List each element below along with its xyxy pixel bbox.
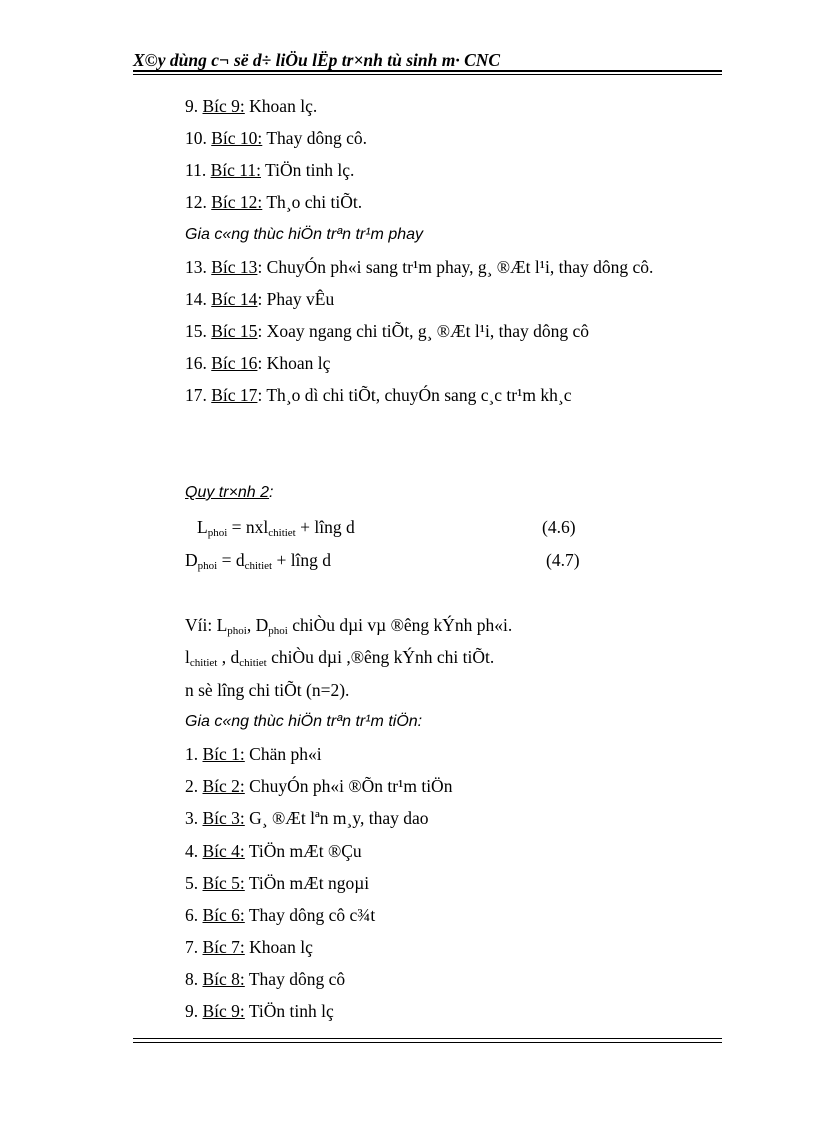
process-2-label: Quy tr×nh 2 <box>185 484 270 501</box>
step-label: Bíc 16 <box>211 353 258 373</box>
step-label: Bíc 7: <box>202 937 245 957</box>
where-subscript: chitiet <box>189 657 218 669</box>
where-text: chiÒu dµi vµ ®êng kÝnh ph«i. <box>287 615 513 635</box>
list-item <box>185 775 452 797</box>
where-line-3: n sè lîng chi tiÕt (n=2). <box>185 680 350 700</box>
page-header-title: X©y dùng c¬ së d÷ liÖu lËp tr×nh tù sinh m· CNC <box>133 50 501 70</box>
footer-rule-bottom <box>133 1042 722 1043</box>
step-number: 9. <box>185 1001 203 1021</box>
list-item <box>185 968 345 990</box>
list-item <box>185 127 367 149</box>
section-heading-mill: Gia c«ng thùc hiÖn trªn tr¹m phay <box>185 226 424 243</box>
step-text: TiÖn mÆt ngoµi <box>244 873 370 893</box>
step-number: 10. <box>185 128 212 148</box>
header-rule-thick <box>133 70 722 72</box>
step-number: 12. <box>185 192 212 212</box>
footer-rule-top <box>133 1038 722 1039</box>
step-number: 3. <box>185 808 203 828</box>
header-rule-thin <box>133 74 722 75</box>
step-number: 6. <box>185 905 203 925</box>
step-text: : Xoay ngang chi tiÕt, g¸ ®Æt l¹i, thay dông cô <box>257 321 589 341</box>
eq-rhs: = d <box>217 550 245 570</box>
equation-4-7 <box>185 549 331 577</box>
eq-subscript: phoi <box>207 527 228 539</box>
step-text: G¸ ®Æt lªn m¸y, thay dao <box>244 808 429 828</box>
step-label: Bíc 12: <box>211 192 263 212</box>
step-text: TiÖn mÆt ®Çu <box>244 841 362 861</box>
step-number: 17. <box>185 385 212 405</box>
eq-symbol: D <box>185 550 198 570</box>
step-label: Bíc 17 <box>211 385 258 405</box>
step-label: Bíc 9: <box>202 96 245 116</box>
step-text: Khoan lç <box>244 937 313 957</box>
list-item <box>185 352 330 374</box>
list-item <box>185 807 429 829</box>
step-number: 11. <box>185 160 211 180</box>
step-text: Thay dông cô. <box>262 128 367 148</box>
step-label: Bíc 3: <box>202 808 245 828</box>
step-text: Thay dông cô c¾t <box>244 905 376 925</box>
step-text: Th¸o chi tiÕt. <box>262 192 363 212</box>
where-text: , D <box>246 615 269 635</box>
step-label: Bíc 10: <box>211 128 263 148</box>
list-item <box>185 95 317 117</box>
step-label: Bíc 6: <box>202 905 245 925</box>
eq-rhs: = nxl <box>227 517 269 537</box>
step-label: Bíc 1: <box>202 744 245 764</box>
where-line-1 <box>185 614 512 642</box>
eq-tail: + lîng d <box>295 517 355 537</box>
eq-subscript: chitiet <box>244 560 273 572</box>
step-number: 7. <box>185 937 203 957</box>
equation-number: (4.6) <box>542 517 576 537</box>
step-label: Bíc 14 <box>211 289 258 309</box>
step-number: 1. <box>185 744 203 764</box>
step-text: Chän ph«i <box>244 744 322 764</box>
step-label: Bíc 9: <box>202 1001 245 1021</box>
step-text: : Khoan lç <box>257 353 331 373</box>
step-text: : Phay vÊu <box>257 289 335 309</box>
step-number: 15. <box>185 321 212 341</box>
section-heading-lathe: Gia c«ng thùc hiÖn trªn tr¹m tiÖn: <box>185 713 423 730</box>
step-number: 2. <box>185 776 203 796</box>
step-text: : ChuyÓn ph«i sang tr¹m phay, g¸ ®Æt l¹i, thay dông cô. <box>257 257 654 277</box>
where-subscript: phoi <box>227 625 247 637</box>
step-label: Bíc 13 <box>211 257 258 277</box>
step-label: Bíc 8: <box>202 969 245 989</box>
process-2-heading <box>185 482 274 504</box>
list-item <box>185 904 375 926</box>
where-subscript: phoi <box>268 625 288 637</box>
where-line-2 <box>185 646 494 674</box>
list-item <box>185 256 653 278</box>
step-number: 14. <box>185 289 212 309</box>
list-item <box>185 288 334 310</box>
list-item <box>185 872 369 894</box>
step-label: Bíc 5: <box>202 873 245 893</box>
eq-tail: + lîng d <box>272 550 332 570</box>
list-item <box>185 384 571 406</box>
step-text: TiÖn tinh lç. <box>261 160 355 180</box>
eq-subscript: chitiet <box>268 527 296 539</box>
list-item <box>185 320 589 342</box>
step-text: Khoan lç. <box>244 96 318 116</box>
list-item <box>185 1000 334 1022</box>
where-text: Víi: L <box>185 615 228 635</box>
step-number: 8. <box>185 969 203 989</box>
step-number: 4. <box>185 841 203 861</box>
step-number: 9. <box>185 96 203 116</box>
step-number: 16. <box>185 353 212 373</box>
where-subscript: chitiet <box>239 657 267 669</box>
step-text: : Th¸o dì chi tiÕt, chuyÓn sang c¸c tr¹m kh¸c <box>257 385 572 405</box>
list-item <box>185 159 354 181</box>
equation-4-6 <box>197 516 355 544</box>
where-text: , d <box>217 647 240 667</box>
step-number: 5. <box>185 873 203 893</box>
list-item <box>185 743 322 765</box>
eq-subscript: phoi <box>197 560 218 572</box>
step-text: ChuyÓn ph«i ®Õn tr¹m tiÖn <box>244 776 453 796</box>
step-text: Thay dông cô <box>244 969 346 989</box>
list-item <box>185 840 362 862</box>
step-label: Bíc 11: <box>210 160 261 180</box>
step-text: TiÖn tinh lç <box>244 1001 334 1021</box>
step-label: Bíc 2: <box>202 776 245 796</box>
step-label: Bíc 4: <box>202 841 245 861</box>
step-label: Bíc 15 <box>211 321 258 341</box>
equation-number: (4.7) <box>546 550 580 570</box>
step-number: 13. <box>185 257 212 277</box>
process-2-colon: : <box>269 484 274 501</box>
eq-symbol: L <box>197 517 208 537</box>
where-text: chiÒu dµi ,®êng kÝnh chi tiÕt. <box>266 647 495 667</box>
list-item <box>185 191 362 213</box>
where-text: l <box>185 647 190 667</box>
list-item <box>185 936 313 958</box>
